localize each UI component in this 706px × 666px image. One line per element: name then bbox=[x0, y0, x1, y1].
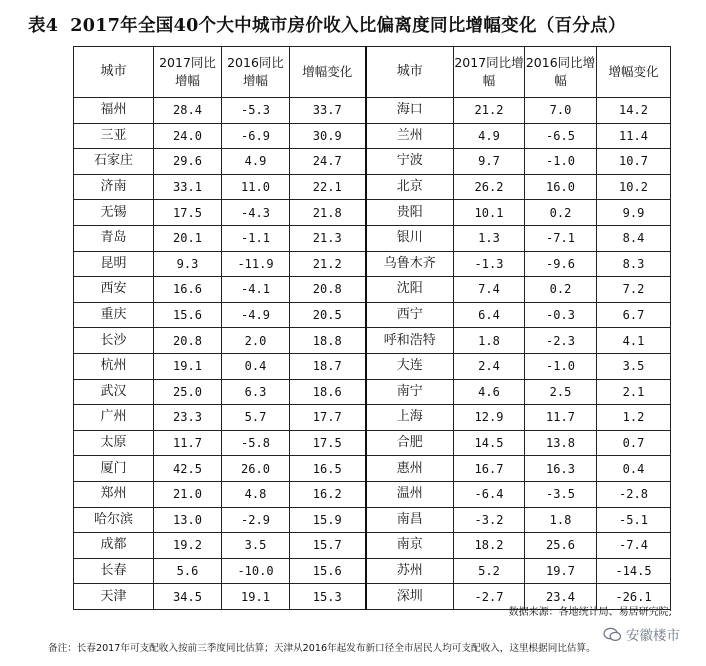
table-number: 表4 bbox=[28, 16, 59, 36]
cell-city-left: 长沙 bbox=[74, 328, 154, 354]
cell-city-right: 南昌 bbox=[366, 507, 454, 533]
table-row bbox=[74, 302, 671, 328]
cell-y2017-right: 18.2 bbox=[454, 533, 525, 559]
cell-y2016-left: 3.5 bbox=[222, 533, 290, 559]
cell-city-right: 上海 bbox=[366, 405, 454, 431]
cell-change-right: -26.1 bbox=[597, 584, 671, 610]
cell-y2017-right: 4.6 bbox=[454, 379, 525, 405]
cell-y2017-left: 20.8 bbox=[154, 328, 222, 354]
cell-change-left: 21.8 bbox=[290, 200, 366, 226]
cell-y2016-left: 6.3 bbox=[222, 379, 290, 405]
cell-y2017-left: 11.7 bbox=[154, 430, 222, 456]
cell-city-left: 哈尔滨 bbox=[74, 507, 154, 533]
table-row bbox=[74, 98, 671, 124]
cell-y2017-left: 17.5 bbox=[154, 200, 222, 226]
cell-y2017-right: 6.4 bbox=[454, 302, 525, 328]
cell-y2016-left: 0.4 bbox=[222, 353, 290, 379]
cell-y2017-left: 19.2 bbox=[154, 533, 222, 559]
cell-y2016-left: -5.3 bbox=[222, 98, 290, 124]
watermark-text: 安徽楼市 bbox=[626, 628, 680, 644]
cell-city-left: 郑州 bbox=[74, 481, 154, 507]
cell-city-right: 兰州 bbox=[366, 123, 454, 149]
table-row bbox=[74, 558, 671, 584]
table-row bbox=[74, 277, 671, 303]
cell-y2017-left: 24.0 bbox=[154, 123, 222, 149]
cell-y2017-left: 21.0 bbox=[154, 481, 222, 507]
cell-y2016-left: -4.9 bbox=[222, 302, 290, 328]
cell-y2016-right: 11.7 bbox=[525, 405, 597, 431]
table-row bbox=[74, 174, 671, 200]
cell-city-right: 苏州 bbox=[366, 558, 454, 584]
cell-change-left: 17.7 bbox=[290, 405, 366, 431]
header-2017-right: 2017同比增幅 bbox=[454, 47, 525, 98]
cell-change-right: -14.5 bbox=[597, 558, 671, 584]
table-row bbox=[74, 123, 671, 149]
cell-y2017-left: 5.6 bbox=[154, 558, 222, 584]
cell-city-left: 三亚 bbox=[74, 123, 154, 149]
cell-y2017-right: 26.2 bbox=[454, 174, 525, 200]
header-city-right: 城市 bbox=[366, 47, 454, 98]
cell-y2016-left: 11.0 bbox=[222, 174, 290, 200]
cell-city-left: 长春 bbox=[74, 558, 154, 584]
cell-city-right: 呼和浩特 bbox=[366, 328, 454, 354]
income-ratio-table bbox=[73, 46, 671, 610]
cell-y2016-right: 25.6 bbox=[525, 533, 597, 559]
cell-y2016-right: -1.0 bbox=[525, 149, 597, 175]
cell-city-left: 成都 bbox=[74, 533, 154, 559]
cell-change-right: -2.8 bbox=[597, 481, 671, 507]
cell-change-left: 18.8 bbox=[290, 328, 366, 354]
cell-change-left: 15.9 bbox=[290, 507, 366, 533]
cell-y2016-right: -1.0 bbox=[525, 353, 597, 379]
cell-y2016-left: -6.9 bbox=[222, 123, 290, 149]
cell-y2017-left: 28.4 bbox=[154, 98, 222, 124]
cell-y2017-right: 5.2 bbox=[454, 558, 525, 584]
cell-change-right: 14.2 bbox=[597, 98, 671, 124]
table-row bbox=[74, 149, 671, 175]
cell-change-right: 2.1 bbox=[597, 379, 671, 405]
cell-y2016-right: 23.4 bbox=[525, 584, 597, 610]
cell-y2017-right: 14.5 bbox=[454, 430, 525, 456]
cell-change-left: 33.7 bbox=[290, 98, 366, 124]
cell-y2016-left: 26.0 bbox=[222, 456, 290, 482]
cell-change-right: 7.2 bbox=[597, 277, 671, 303]
cell-change-left: 21.2 bbox=[290, 251, 366, 277]
cell-city-left: 福州 bbox=[74, 98, 154, 124]
cell-y2017-left: 42.5 bbox=[154, 456, 222, 482]
header-2016-right: 2016同比增幅 bbox=[525, 47, 597, 98]
cell-y2017-right: -3.2 bbox=[454, 507, 525, 533]
cell-y2017-left: 29.6 bbox=[154, 149, 222, 175]
cell-change-right: 1.2 bbox=[597, 405, 671, 431]
cell-city-left: 西安 bbox=[74, 277, 154, 303]
cell-y2016-right: -9.6 bbox=[525, 251, 597, 277]
cell-y2016-right: 16.0 bbox=[525, 174, 597, 200]
cell-y2017-left: 13.0 bbox=[154, 507, 222, 533]
cell-y2016-left: -5.8 bbox=[222, 430, 290, 456]
cell-y2016-right: 0.2 bbox=[525, 277, 597, 303]
table-row bbox=[74, 405, 671, 431]
cell-y2016-left: -4.3 bbox=[222, 200, 290, 226]
cell-change-right: 8.4 bbox=[597, 225, 671, 251]
cell-city-left: 杭州 bbox=[74, 353, 154, 379]
cell-y2017-right: 16.7 bbox=[454, 456, 525, 482]
cell-y2016-left: 2.0 bbox=[222, 328, 290, 354]
cell-city-left: 石家庄 bbox=[74, 149, 154, 175]
table-row bbox=[74, 200, 671, 226]
cell-change-right: 0.4 bbox=[597, 456, 671, 482]
cell-y2017-right: 2.4 bbox=[454, 353, 525, 379]
cell-change-right: 6.7 bbox=[597, 302, 671, 328]
cell-change-right: 11.4 bbox=[597, 123, 671, 149]
cell-y2017-right: 10.1 bbox=[454, 200, 525, 226]
cell-city-left: 武汉 bbox=[74, 379, 154, 405]
data-source: 数据来源：各地统计局、易居研究院; bbox=[508, 607, 672, 618]
cell-y2017-right: 1.8 bbox=[454, 328, 525, 354]
cell-y2016-left: -4.1 bbox=[222, 277, 290, 303]
cell-change-right: 10.7 bbox=[597, 149, 671, 175]
cell-y2016-right: 16.3 bbox=[525, 456, 597, 482]
cell-y2017-right: 12.9 bbox=[454, 405, 525, 431]
cell-y2016-right: -6.5 bbox=[525, 123, 597, 149]
header-2016-left: 2016同比增幅 bbox=[222, 47, 290, 98]
cell-change-left: 16.5 bbox=[290, 456, 366, 482]
cell-y2017-right: -2.7 bbox=[454, 584, 525, 610]
cell-city-right: 大连 bbox=[366, 353, 454, 379]
cell-y2017-right: 7.4 bbox=[454, 277, 525, 303]
cell-city-right: 海口 bbox=[366, 98, 454, 124]
table-title bbox=[28, 12, 688, 37]
table-row bbox=[74, 456, 671, 482]
header-change-right: 增幅变化 bbox=[597, 47, 671, 98]
table-row bbox=[74, 533, 671, 559]
cell-change-right: -5.1 bbox=[597, 507, 671, 533]
cell-change-right: 4.1 bbox=[597, 328, 671, 354]
cell-change-right: 10.2 bbox=[597, 174, 671, 200]
cell-y2016-right: 0.2 bbox=[525, 200, 597, 226]
cell-y2016-left: -11.9 bbox=[222, 251, 290, 277]
cell-change-left: 17.5 bbox=[290, 430, 366, 456]
cell-city-left: 重庆 bbox=[74, 302, 154, 328]
cell-y2016-left: -1.1 bbox=[222, 225, 290, 251]
cell-city-right: 北京 bbox=[366, 174, 454, 200]
cell-y2016-left: -10.0 bbox=[222, 558, 290, 584]
cell-change-left: 15.6 bbox=[290, 558, 366, 584]
table-row bbox=[74, 430, 671, 456]
cell-y2017-left: 23.3 bbox=[154, 405, 222, 431]
footnote: 备注：长春2017年可支配收入按前三季度同比估算；天津从2016年起发布新口径全市居民人均可支配收入，这里根据同比估算。 bbox=[48, 643, 596, 654]
cell-y2017-left: 16.6 bbox=[154, 277, 222, 303]
cell-y2017-right: 9.7 bbox=[454, 149, 525, 175]
cell-city-right: 沈阳 bbox=[366, 277, 454, 303]
cell-change-right: 9.9 bbox=[597, 200, 671, 226]
cell-change-left: 20.8 bbox=[290, 277, 366, 303]
cell-y2017-right: 1.3 bbox=[454, 225, 525, 251]
cell-change-right: -7.4 bbox=[597, 533, 671, 559]
cell-change-left: 21.3 bbox=[290, 225, 366, 251]
table-row bbox=[74, 353, 671, 379]
cell-change-left: 15.3 bbox=[290, 584, 366, 610]
cell-change-right: 3.5 bbox=[597, 353, 671, 379]
cell-y2017-left: 19.1 bbox=[154, 353, 222, 379]
cell-y2016-right: 13.8 bbox=[525, 430, 597, 456]
cell-change-left: 22.1 bbox=[290, 174, 366, 200]
cell-city-right: 南京 bbox=[366, 533, 454, 559]
table-row bbox=[74, 481, 671, 507]
cell-y2016-left: -2.9 bbox=[222, 507, 290, 533]
cell-y2017-left: 25.0 bbox=[154, 379, 222, 405]
cell-y2017-right: 4.9 bbox=[454, 123, 525, 149]
cell-y2017-left: 20.1 bbox=[154, 225, 222, 251]
cell-change-left: 18.6 bbox=[290, 379, 366, 405]
cell-y2016-left: 4.9 bbox=[222, 149, 290, 175]
cell-y2017-right: 21.2 bbox=[454, 98, 525, 124]
cell-city-right: 宁波 bbox=[366, 149, 454, 175]
cell-city-left: 昆明 bbox=[74, 251, 154, 277]
cell-change-right: 8.3 bbox=[597, 251, 671, 277]
cell-city-left: 无锡 bbox=[74, 200, 154, 226]
cell-city-right: 惠州 bbox=[366, 456, 454, 482]
table-row bbox=[74, 225, 671, 251]
cell-change-right: 0.7 bbox=[597, 430, 671, 456]
cell-change-left: 20.5 bbox=[290, 302, 366, 328]
cell-change-left: 18.7 bbox=[290, 353, 366, 379]
cell-change-left: 24.7 bbox=[290, 149, 366, 175]
cell-y2017-left: 9.3 bbox=[154, 251, 222, 277]
table-row bbox=[74, 379, 671, 405]
cell-y2016-left: 5.7 bbox=[222, 405, 290, 431]
cell-y2017-left: 15.6 bbox=[154, 302, 222, 328]
table-row bbox=[74, 328, 671, 354]
cell-city-right: 贵阳 bbox=[366, 200, 454, 226]
header-change-left: 增幅变化 bbox=[290, 47, 366, 98]
table-row bbox=[74, 251, 671, 277]
table-row bbox=[74, 507, 671, 533]
cell-y2017-right: -6.4 bbox=[454, 481, 525, 507]
cell-change-left: 16.2 bbox=[290, 481, 366, 507]
cell-y2017-left: 34.5 bbox=[154, 584, 222, 610]
cell-city-right: 南宁 bbox=[366, 379, 454, 405]
cell-y2016-left: 4.8 bbox=[222, 481, 290, 507]
cell-city-left: 广州 bbox=[74, 405, 154, 431]
cell-y2016-right: -3.5 bbox=[525, 481, 597, 507]
cell-city-right: 深圳 bbox=[366, 584, 454, 610]
cell-y2017-right: -1.3 bbox=[454, 251, 525, 277]
cell-city-left: 济南 bbox=[74, 174, 154, 200]
cell-city-left: 厦门 bbox=[74, 456, 154, 482]
header-2017-left: 2017同比增幅 bbox=[154, 47, 222, 98]
cell-y2016-right: 7.0 bbox=[525, 98, 597, 124]
header-city-left: 城市 bbox=[74, 47, 154, 98]
cell-y2016-right: 1.8 bbox=[525, 507, 597, 533]
header-row bbox=[74, 47, 671, 98]
cell-y2016-right: 2.5 bbox=[525, 379, 597, 405]
cell-y2016-right: -0.3 bbox=[525, 302, 597, 328]
cell-city-left: 天津 bbox=[74, 584, 154, 610]
cell-city-left: 青岛 bbox=[74, 225, 154, 251]
cell-y2016-right: -2.3 bbox=[525, 328, 597, 354]
cell-y2017-left: 33.1 bbox=[154, 174, 222, 200]
cell-y2016-left: 19.1 bbox=[222, 584, 290, 610]
cell-change-left: 30.9 bbox=[290, 123, 366, 149]
cell-y2016-right: 19.7 bbox=[525, 558, 597, 584]
cell-city-right: 温州 bbox=[366, 481, 454, 507]
cell-city-right: 乌鲁木齐 bbox=[366, 251, 454, 277]
cell-city-left: 太原 bbox=[74, 430, 154, 456]
cell-y2016-right: -7.1 bbox=[525, 225, 597, 251]
cell-city-right: 银川 bbox=[366, 225, 454, 251]
cell-city-right: 西宁 bbox=[366, 302, 454, 328]
cell-city-right: 合肥 bbox=[366, 430, 454, 456]
cell-change-left: 15.7 bbox=[290, 533, 366, 559]
table-title-text: 2017年全国40个大中城市房价收入比偏离度同比增幅变化（百分点） bbox=[70, 16, 626, 36]
